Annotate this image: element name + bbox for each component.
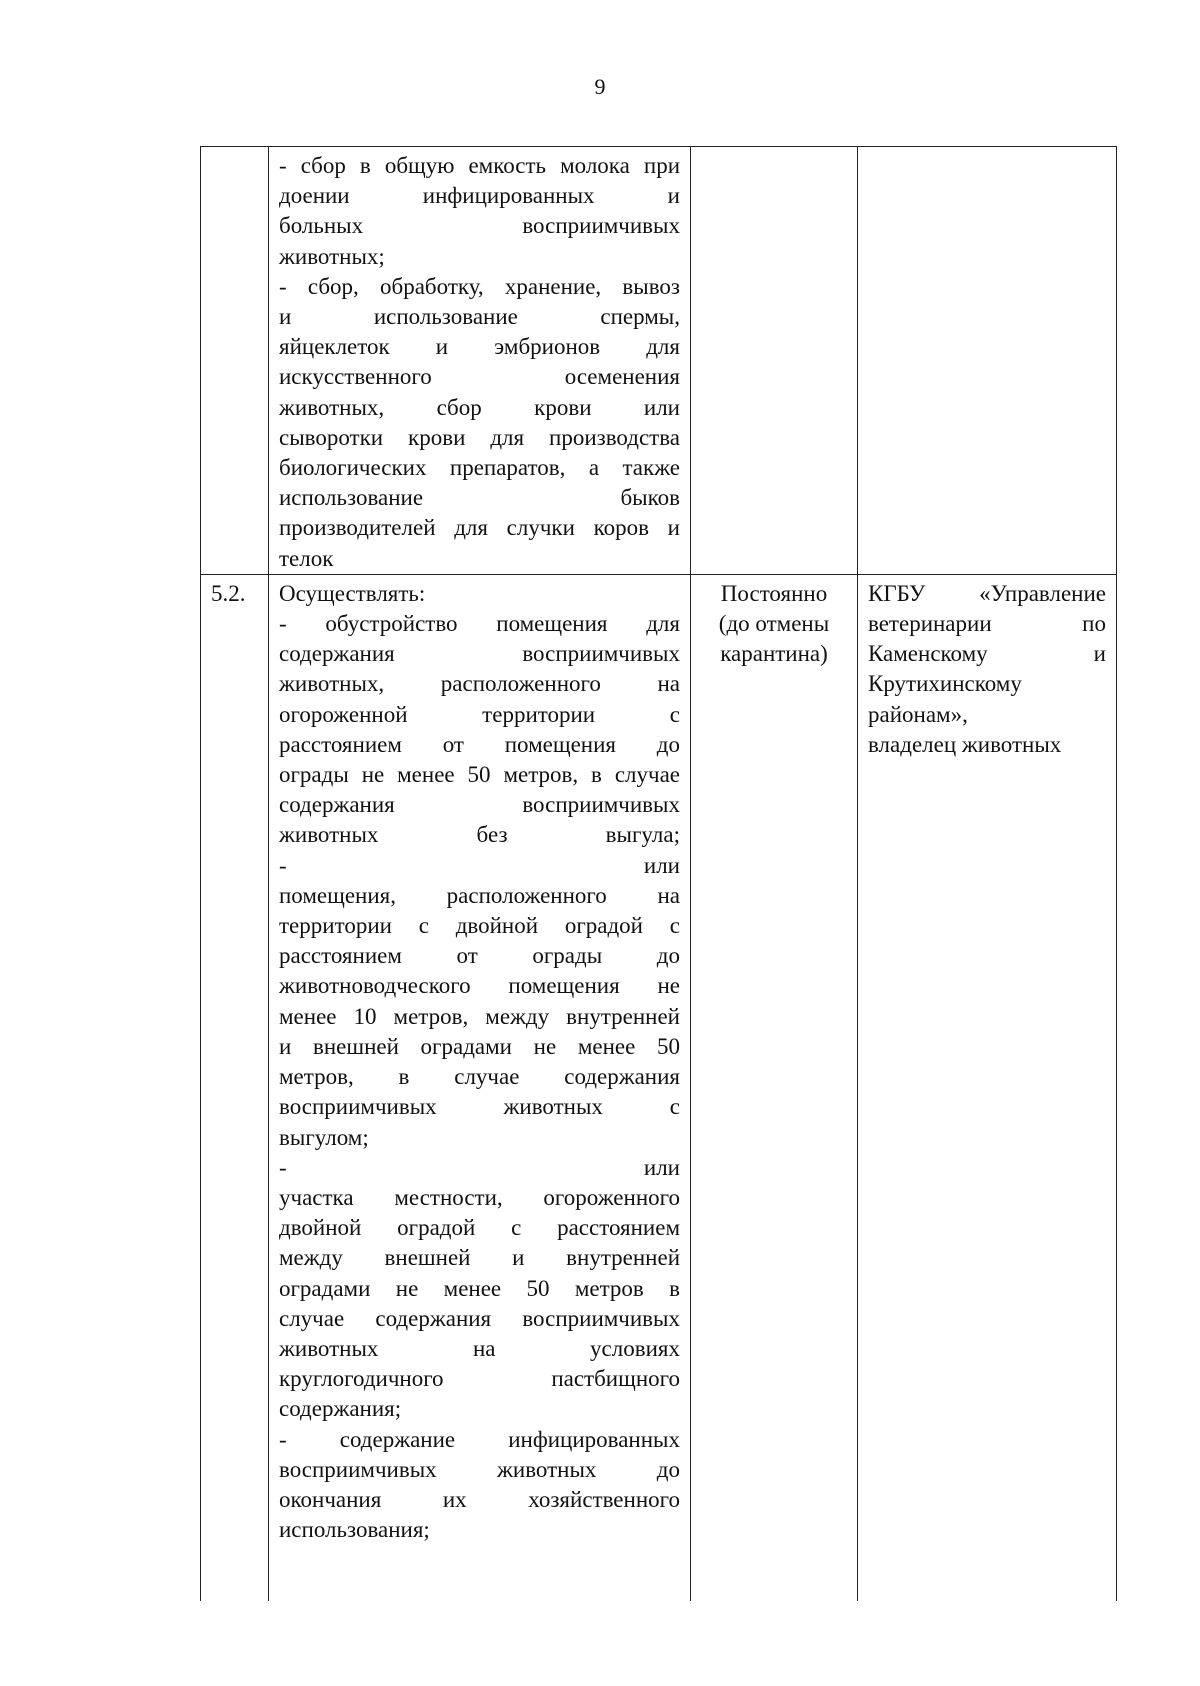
row-number-cell bbox=[201, 147, 269, 575]
text-line: производителей для случки коров и bbox=[279, 515, 680, 541]
text-line: восприимчивых животных до bbox=[279, 1456, 680, 1482]
text-line: помещения, расположенного на bbox=[279, 882, 680, 908]
text-line: и использование спермы, bbox=[279, 304, 680, 330]
term-cell bbox=[691, 574, 858, 1601]
table-row bbox=[201, 147, 1117, 575]
responsible-cell bbox=[858, 574, 1117, 1601]
text-line: оградами не менее 50 метров в bbox=[279, 1275, 680, 1301]
action-cell bbox=[269, 574, 691, 1601]
term-cell bbox=[691, 147, 858, 575]
text-line: - сбор в общую емкость молока при bbox=[279, 153, 680, 178]
text-line: животных, расположенного на bbox=[279, 671, 680, 697]
row-number-cell: 5.2. bbox=[201, 574, 269, 1601]
text-line: Постоянно bbox=[720, 580, 828, 606]
text-line: Каменскому и bbox=[868, 641, 1106, 667]
text-line: районам», bbox=[868, 701, 968, 727]
text-line: метров, в случае содержания bbox=[279, 1064, 680, 1090]
text-line: - содержание инфицированных bbox=[279, 1426, 680, 1452]
text-line: яйцеклеток и эмбрионов для bbox=[279, 334, 680, 360]
text-line: содержания восприимчивых bbox=[279, 641, 680, 667]
text-line: животноводческого помещения не bbox=[279, 973, 680, 999]
text-line: (до отмены bbox=[718, 611, 830, 637]
table-row bbox=[201, 574, 1117, 1601]
text-line: - или bbox=[279, 852, 680, 878]
text-line: огороженной территории с bbox=[279, 701, 680, 727]
page-number: 9 bbox=[594, 74, 606, 99]
text-line: окончания их хозяйственного bbox=[279, 1486, 680, 1512]
text-line: между внешней и внутренней bbox=[279, 1245, 680, 1271]
text-line: доении инфицированных и bbox=[279, 183, 680, 209]
text-line: КГБУ «Управление bbox=[868, 580, 1106, 606]
measures-table bbox=[200, 146, 1117, 1601]
text-line: животных на условиях bbox=[279, 1335, 680, 1361]
text-line: расстоянием от помещения до bbox=[279, 731, 680, 757]
text-line: владелец животных bbox=[868, 731, 1062, 757]
text-line: ограды не менее 50 метров, в случае bbox=[279, 762, 680, 788]
text-line: животных без выгула; bbox=[279, 822, 680, 848]
text-line: случае содержания восприимчивых bbox=[279, 1305, 680, 1331]
text-line: больных восприимчивых bbox=[279, 213, 680, 239]
text-line: искусственного осеменения bbox=[279, 364, 680, 390]
text-line: и внешней оградами не менее 50 bbox=[279, 1033, 680, 1059]
text-line: содержания; bbox=[279, 1396, 402, 1422]
text-line: участка местности, огороженного bbox=[279, 1184, 680, 1210]
text-line: - или bbox=[279, 1154, 680, 1180]
text-line: использования; bbox=[279, 1517, 430, 1543]
text-line: сыворотки крови для производства bbox=[279, 424, 680, 450]
text-line: использование быков bbox=[279, 485, 680, 511]
text-line: менее 10 метров, между внутренней bbox=[279, 1003, 680, 1029]
text-line: территории с двойной оградой с bbox=[279, 913, 680, 939]
text-line: двойной оградой с расстоянием bbox=[279, 1215, 680, 1241]
text-line: животных; bbox=[279, 243, 385, 269]
text-line: телок bbox=[279, 545, 334, 571]
text-line: животных, сбор крови или bbox=[279, 394, 680, 420]
responsible-cell bbox=[858, 147, 1117, 575]
text-line: - обустройство помещения для bbox=[279, 611, 680, 637]
text-line: восприимчивых животных с bbox=[279, 1094, 680, 1120]
text-line: биологических препаратов, а также bbox=[279, 455, 680, 481]
action-cell bbox=[269, 147, 691, 575]
text-line: расстоянием от ограды до bbox=[279, 943, 680, 969]
text-line: Крутихинскому bbox=[868, 671, 1022, 697]
text-line: - сбор, обработку, хранение, вывоз bbox=[279, 273, 680, 299]
text-line: выгулом; bbox=[279, 1124, 369, 1150]
text-line: ветеринарии по bbox=[868, 611, 1106, 637]
text-line: содержания восприимчивых bbox=[279, 792, 680, 818]
text-line: Осуществлять: bbox=[279, 580, 426, 606]
text-line: круглогодичного пастбищного bbox=[279, 1366, 680, 1392]
text-line: карантина) bbox=[720, 641, 828, 667]
